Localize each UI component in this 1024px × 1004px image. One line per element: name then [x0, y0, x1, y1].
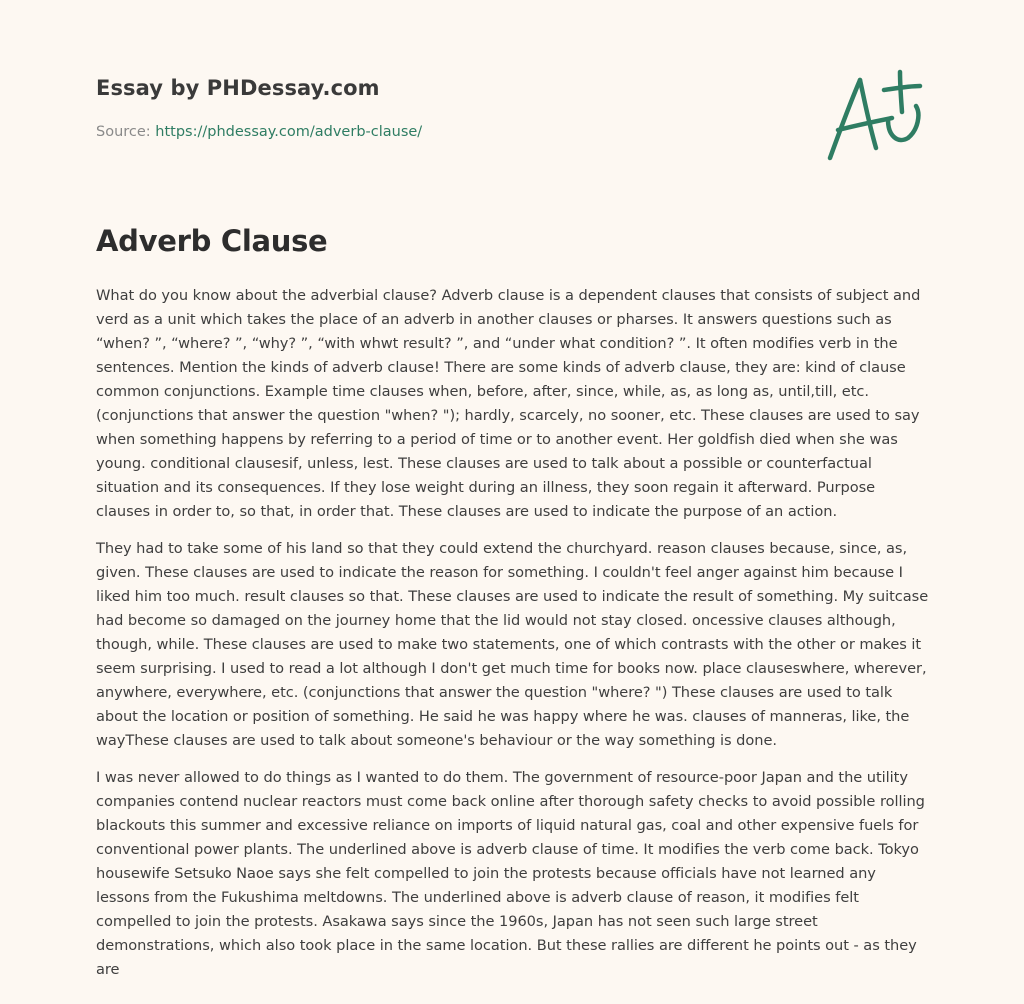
essay-title: Adverb Clause: [96, 224, 328, 258]
essay-body: [96, 284, 932, 995]
essay-paragraph: They had to take some of his land so that they could extend the churchyard. reason clauses because, since, as, given. These clauses are used to indicate the reason for something. I couldn't feel anger against him because I liked him too much. result clauses so that. These clauses are used to indicate the result of something. My suitcase had become so damaged on the journey home that the lid would not stay closed. oncessive clauses although, though, while. These clauses are used to make two statements, one of which contrasts with the other or makes it seem surprising. I used to read a lot although I don't get much time for books now. place clauseswhere, wherever, anywhere, everywhere, etc. (conjunctions that answer the question "where? ") These clauses are used to talk about the location or position of something. He said he was happy where he was. clauses of manneras, like, the wayThese clauses are used to talk about someone's behaviour or the way something is done.: [96, 540, 929, 749]
a-plus-grade-icon: [822, 68, 928, 164]
essay-paragraph: What do you know about the adverbial clause? Adverb clause is a dependent clauses that consists of subject and verd as a unit which takes the place of an adverb in another clauses or pharses. It answers questions such as “when? ”, “where? ”, “why? ”, “with whwt result? ”, and “under what condition? ”. It often modifies verb in the sentences. Mention the kinds of adverb clause! There are some kinds of adverb clause, they are: kind of clause common conjunctions. Example time clauses when, before, after, since, while, as, as long as, until,till, etc. (conjunctions that answer the question "when? "); hardly, scarcely, no sooner, etc. These clauses are used to say when something happens by referring to a period of time or to another event. Her goldfish died when she was young. conditional clausesif, unless, lest. These clauses are used to talk about a possible or counterfactual situation and its consequences. If they lose weight during an illness, they soon regain it afterward. Purpose clauses in order to, so that, in order that. These clauses are used to indicate the purpose of an action.: [96, 287, 921, 520]
source-line: [96, 124, 422, 140]
source-label: Source:: [96, 124, 156, 140]
source-link[interactable]: https://phdessay.com/adverb-clause/: [155, 124, 423, 140]
site-brand: Essay by PHDessay.com: [96, 76, 380, 100]
page-header: [96, 76, 796, 140]
essay-paragraph: I was never allowed to do things as I wanted to do them. The government of resource-poor Japan and the utility companies contend nuclear reactors must come back online after thorough safety checks to avoid possible rolling blackouts this summer and excessive reliance on imports of liquid natural gas, coal and other expensive fuels for conventional power plants. The underlined above is adverb clause of time. It modifies the verb come back. Tokyo housewife Setsuko Naoe says she felt compelled to join the protests because officials have not learned any lessons from the Fukushima meltdowns. The underlined above is adverb clause of reason, it modifies felt compelled to join the protests. Asakawa says since the 1960s, Japan has not seen such large street demonstrations, which also took place in the same location. But these rallies are different he points out - as they are: [96, 769, 925, 978]
